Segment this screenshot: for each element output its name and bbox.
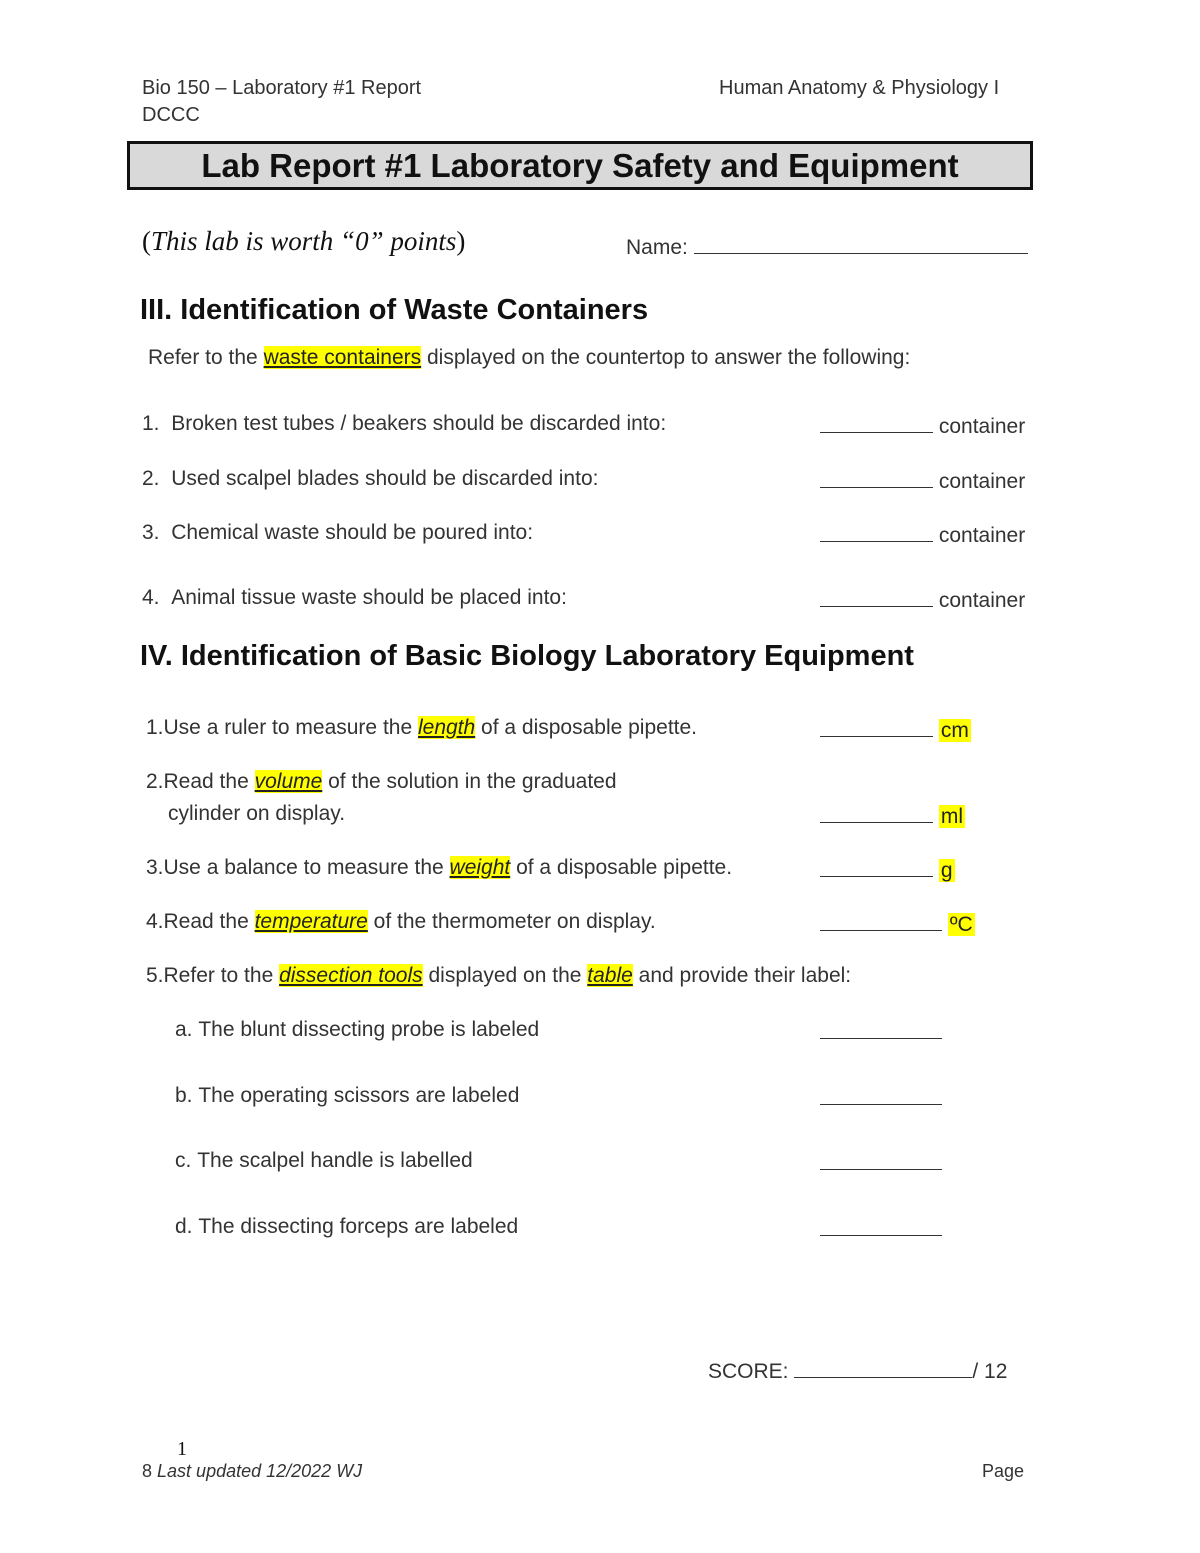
tool-answer-c <box>820 1149 942 1176</box>
unit-label: container <box>938 589 1026 612</box>
answer-blank[interactable] <box>820 467 933 488</box>
item-text-pre: Read the <box>163 910 255 933</box>
item-number: 1. <box>142 412 160 435</box>
section-3-intro <box>148 346 910 370</box>
answer-blank[interactable] <box>820 716 933 737</box>
item-text-pre: Refer to the <box>163 964 280 987</box>
item-number: 2. <box>142 467 160 490</box>
waste-item-1 <box>142 412 666 436</box>
item-letter: b. <box>175 1084 193 1107</box>
unit-label: container <box>938 470 1026 493</box>
item-text-post: of a disposable pipette. <box>475 716 698 739</box>
length-highlight: length <box>417 716 476 739</box>
tool-item-d <box>175 1215 518 1239</box>
equip-item-2-line2: cylinder on display. <box>168 802 346 825</box>
item-number: 5. <box>146 964 164 987</box>
header-course: Bio 150 – Laboratory #1 Report <box>142 77 422 99</box>
answer-blank[interactable] <box>820 1018 942 1039</box>
footer-updated <box>142 1461 362 1482</box>
item-text: Animal tissue waste should be placed into: <box>171 586 567 609</box>
item-number: 1. <box>146 716 164 739</box>
item-number: 3. <box>142 521 160 544</box>
item-number: 2. <box>146 770 164 793</box>
tool-item-b <box>175 1084 519 1108</box>
tool-answer-d <box>820 1215 942 1242</box>
last-updated: Last updated 12/2022 WJ <box>157 1461 363 1481</box>
equip-answer-2 <box>820 802 965 829</box>
points-note <box>142 226 465 257</box>
equip-answer-1 <box>820 716 971 743</box>
name-blank[interactable] <box>694 233 1028 254</box>
section-3-heading: III. Identification of Waste Containers <box>140 294 649 326</box>
answer-blank[interactable] <box>820 802 933 823</box>
page-number: 1 <box>177 1438 187 1460</box>
points-note-text: This lab is worth “0” points <box>151 226 457 256</box>
item-letter: c. <box>175 1149 192 1172</box>
temperature-highlight: temperature <box>254 910 368 933</box>
answer-blank[interactable] <box>820 1084 942 1105</box>
item-text: The dissecting forceps are labeled <box>198 1215 519 1238</box>
item-text-mid: displayed on the <box>422 964 588 987</box>
item-letter: d. <box>175 1215 193 1238</box>
item-text-post: and provide their label: <box>632 964 852 987</box>
item-text-pre: Use a balance to measure the <box>163 856 450 879</box>
unit-label: container <box>938 524 1026 547</box>
footer-page-label: Page <box>982 1461 1025 1481</box>
item-text: The blunt dissecting probe is labeled <box>198 1018 540 1041</box>
waste-answer-1 <box>820 412 1025 439</box>
points-note-close: ) <box>456 226 466 256</box>
title-box <box>127 141 1033 190</box>
waste-answer-3 <box>820 521 1025 548</box>
waste-answer-4 <box>820 586 1025 613</box>
unit-label: ml <box>940 805 964 828</box>
score-line <box>708 1357 1007 1384</box>
unit-label: cm <box>940 719 969 742</box>
equip-item-1 <box>146 716 697 740</box>
item-text-post: of a disposable pipette. <box>510 856 733 879</box>
table-highlight: table <box>587 964 633 987</box>
item-number: 4. <box>142 586 160 609</box>
item-text: The scalpel handle is labelled <box>197 1149 473 1172</box>
item-text-post: of the solution in the graduated <box>322 770 617 793</box>
answer-blank[interactable] <box>820 1215 942 1236</box>
item-text: Chemical waste should be poured into: <box>171 521 534 544</box>
section-4-heading: IV. Identification of Basic Biology Laboratory Equipment <box>140 640 914 672</box>
tool-answer-a <box>820 1018 942 1045</box>
item-number: 4. <box>146 910 164 933</box>
answer-blank[interactable] <box>820 1149 942 1170</box>
waste-item-2 <box>142 467 598 491</box>
equip-item-4 <box>146 910 656 934</box>
tool-item-c <box>175 1149 473 1173</box>
tool-item-a <box>175 1018 539 1042</box>
unit-label: ºC <box>949 913 973 936</box>
item-text-pre: Read the <box>163 770 255 793</box>
item-text-pre: Use a ruler to measure the <box>163 716 418 739</box>
equip-answer-3 <box>820 856 955 883</box>
intro-post: displayed on the countertop to answer the following: <box>421 346 911 369</box>
answer-blank[interactable] <box>820 521 933 542</box>
waste-item-4 <box>142 586 567 610</box>
waste-containers-highlight: waste containers <box>263 346 422 369</box>
answer-blank[interactable] <box>820 586 933 607</box>
item-letter: a. <box>175 1018 193 1041</box>
waste-item-3 <box>142 521 533 545</box>
waste-answer-2 <box>820 467 1025 494</box>
tool-answer-b <box>820 1084 942 1111</box>
weight-highlight: weight <box>449 856 511 879</box>
item-number: 3. <box>146 856 164 879</box>
equip-item-5 <box>146 964 851 988</box>
volume-highlight: volume <box>254 770 323 793</box>
name-field <box>626 233 1028 260</box>
answer-blank[interactable] <box>820 910 942 931</box>
score-label: SCORE: <box>708 1360 789 1383</box>
item-text-post: of the thermometer on display. <box>367 910 656 933</box>
page-count: 8 <box>142 1461 153 1481</box>
score-blank[interactable] <box>794 1357 972 1378</box>
item-text: Used scalpel blades should be discarded into: <box>171 467 599 490</box>
item-text: Broken test tubes / beakers should be discarded into: <box>171 412 667 435</box>
answer-blank[interactable] <box>820 856 933 877</box>
answer-blank[interactable] <box>820 412 933 433</box>
equip-answer-4 <box>820 910 975 937</box>
intro-pre: Refer to the <box>148 346 264 369</box>
item-text: The operating scissors are labeled <box>198 1084 520 1107</box>
equip-item-3 <box>146 856 732 880</box>
unit-label: g <box>940 859 953 882</box>
points-note-open: ( <box>142 226 151 256</box>
dissection-tools-highlight: dissection tools <box>279 964 423 987</box>
equip-item-2 <box>146 770 617 794</box>
name-label: Name: <box>626 236 688 259</box>
score-total: / 12 <box>972 1360 1008 1383</box>
header-subject: Human Anatomy & Physiology I <box>719 77 1000 99</box>
page-title: Lab Report #1 Laboratory Safety and Equipment <box>201 146 959 184</box>
header-college: DCCC <box>142 104 200 126</box>
unit-label: container <box>938 415 1026 438</box>
